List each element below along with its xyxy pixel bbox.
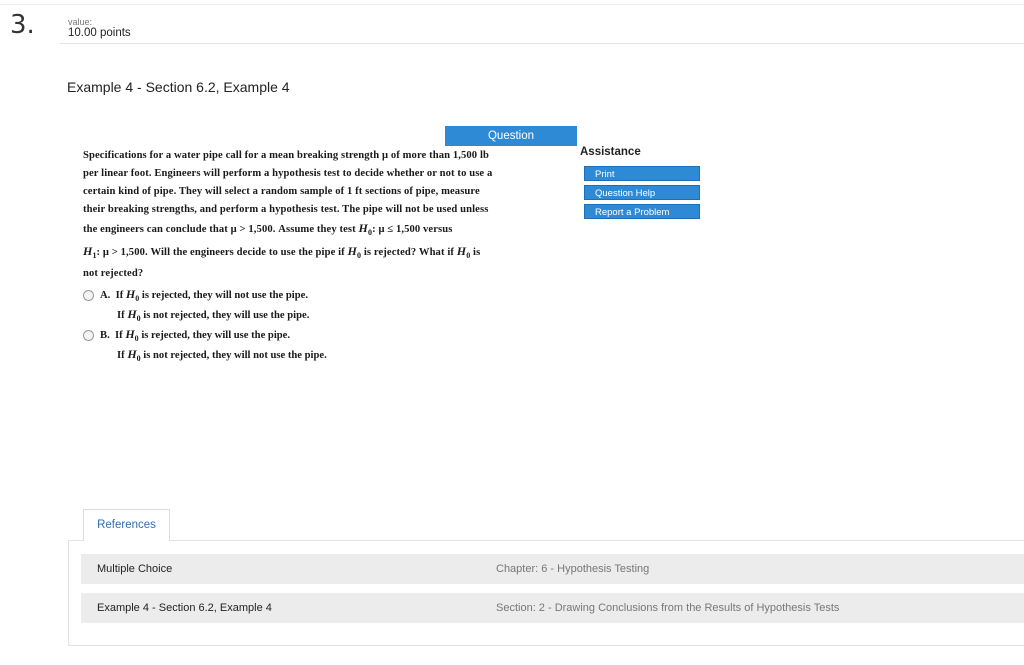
reference-example: Example 4 - Section 6.2, Example 4 bbox=[97, 602, 272, 614]
reference-type: Multiple Choice bbox=[97, 563, 173, 575]
assistance-title: Assistance bbox=[580, 146, 641, 158]
top-divider bbox=[0, 4, 1024, 5]
option-b-radio[interactable] bbox=[83, 330, 94, 341]
option-a-radio[interactable] bbox=[83, 290, 94, 301]
option-b-line1: B. If $H_0$ is rejected, they will use the pipe. bbox=[100, 327, 291, 344]
question-line: Specifications for a water pipe call for a mean breaking strength μ of more than 1,500 lb bbox=[83, 150, 489, 161]
report-problem-button[interactable]: Report a Problem bbox=[584, 204, 700, 219]
question-line: their breaking strengths, and perform a hypothesis test. The pipe will not be used unless bbox=[83, 204, 489, 215]
question-line: the engineers can conclude that μ > 1,500. Assume they test $H_0$: μ ≤ 1,500 versus bbox=[83, 221, 453, 238]
question-line: $H_1$: μ > 1,500. Will the engineers decide to use the pipe if $H_0$ is rejected? What if $H_0$ is bbox=[83, 244, 481, 261]
points-value: 10.00 points bbox=[68, 27, 131, 39]
reference-row bbox=[81, 554, 1024, 584]
question-line: certain kind of pipe. They will select a random sample of 1 ft sections of pipe, measure bbox=[83, 186, 480, 197]
question-help-button[interactable]: Question Help bbox=[584, 185, 700, 200]
page-title: Example 4 - Section 6.2, Example 4 bbox=[67, 79, 290, 95]
question-line: per linear foot. Engineers will perform a hypothesis test to decide whether or not to use a bbox=[83, 168, 493, 179]
question-number: 3. bbox=[10, 10, 35, 40]
question-text bbox=[83, 147, 553, 283]
option-a-line1: A. If $H_0$ is rejected, they will not use the pipe. bbox=[100, 287, 308, 304]
header-divider bbox=[60, 43, 1024, 44]
tab-question[interactable]: Question bbox=[445, 126, 577, 146]
reference-chapter: Chapter: 6 - Hypothesis Testing bbox=[496, 563, 650, 575]
value-label: value: bbox=[68, 17, 93, 27]
option-b-line2: If $H_0$ is not rejected, they will not use the pipe. bbox=[117, 347, 327, 364]
print-button[interactable]: Print bbox=[584, 166, 700, 181]
tab-references[interactable]: References bbox=[83, 509, 170, 541]
option-a-line2: If $H_0$ is not rejected, they will use the pipe. bbox=[117, 307, 310, 324]
question-line: not rejected? bbox=[83, 268, 144, 280]
reference-row bbox=[81, 593, 1024, 623]
reference-section: Section: 2 - Drawing Conclusions from the Results of Hypothesis Tests bbox=[496, 602, 840, 614]
